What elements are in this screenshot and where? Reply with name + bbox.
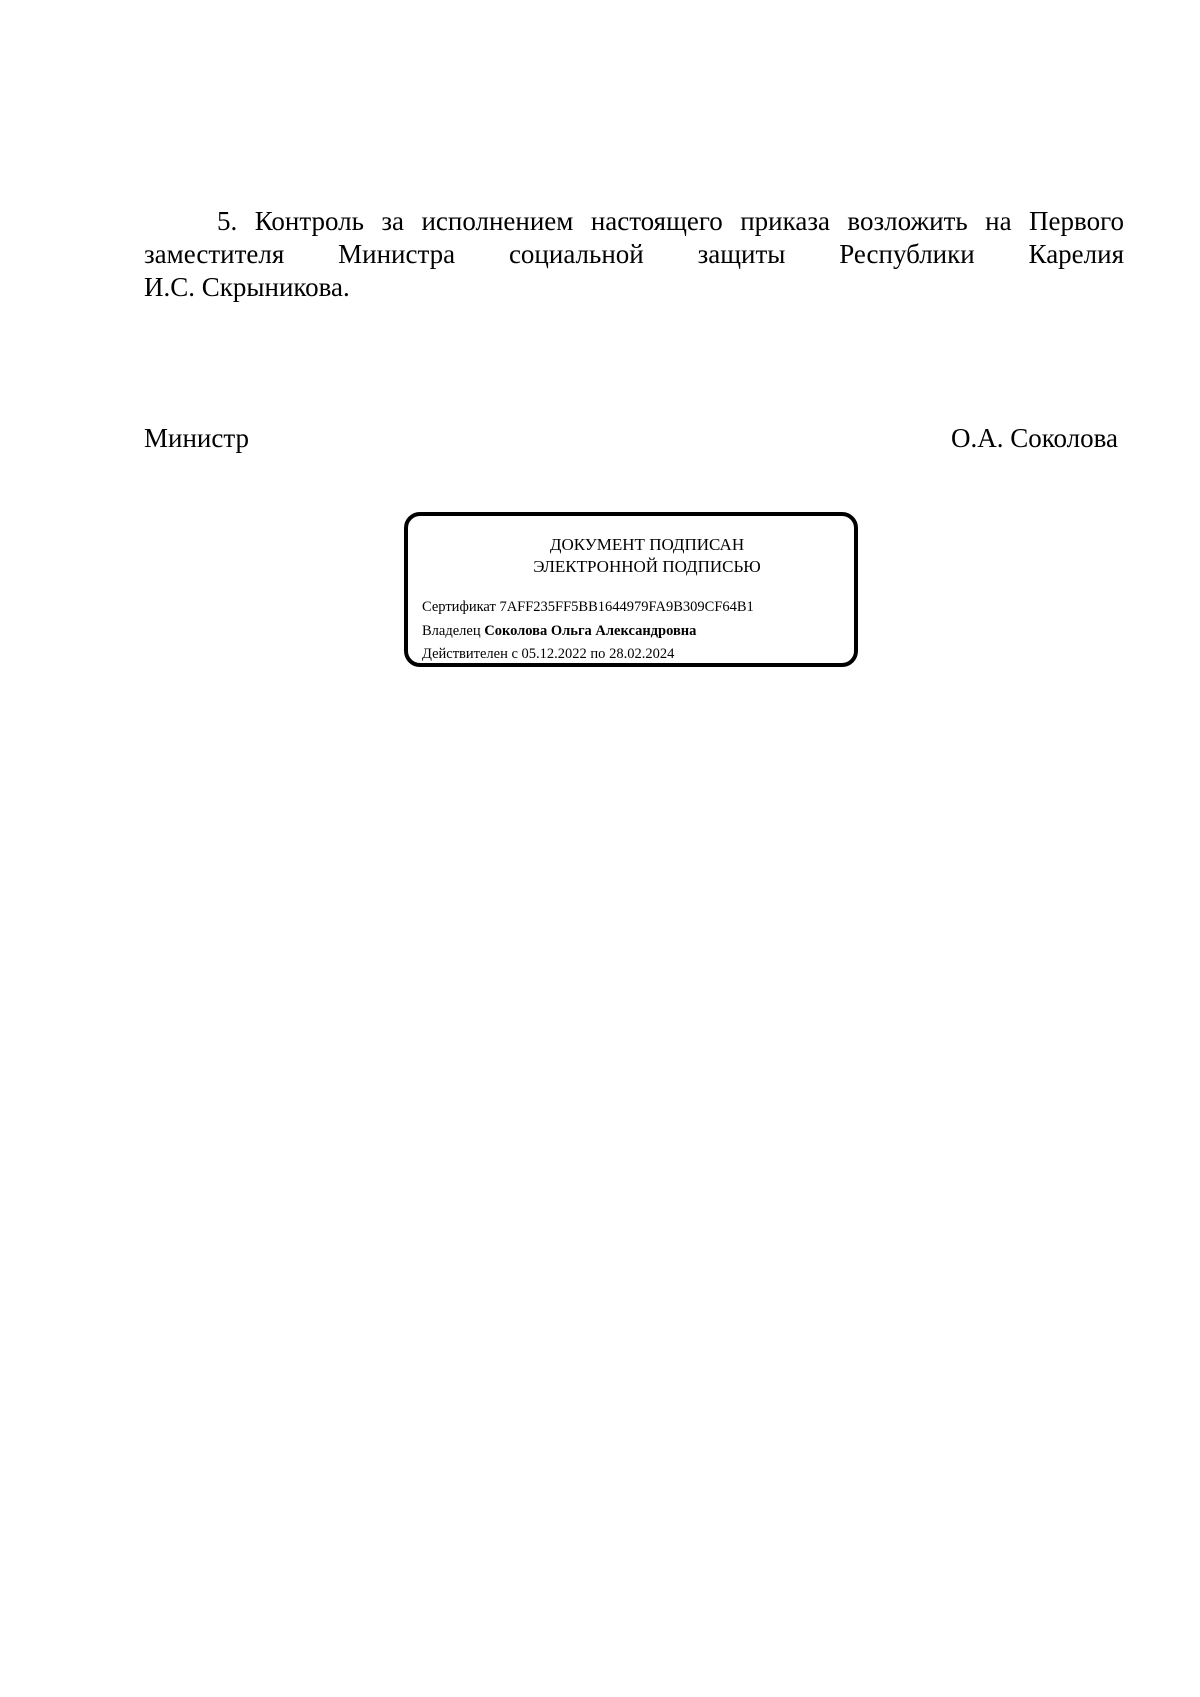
validity-row — [422, 643, 754, 667]
signature-row — [144, 422, 1118, 455]
valid-to-label: по — [590, 646, 606, 662]
valid-label: Действителен с — [422, 646, 518, 662]
paragraph-line-1: 5. Контроль за исполнением настоящего приказа возложить на Первого — [217, 206, 1124, 236]
paragraph-line-3: И.С. Скрыникова. — [144, 272, 350, 302]
control-paragraph — [144, 205, 1124, 304]
electronic-signature-stamp — [404, 512, 858, 667]
stamp-heading-line-2: ЭЛЕКТРОННОЙ ПОДПИСЬЮ — [533, 557, 761, 576]
owner-row — [422, 620, 754, 644]
certificate-value: 7AFF235FF5BB1644979FA9B309CF64B1 — [499, 599, 754, 615]
owner-value: Соколова Ольга Александровна — [484, 622, 697, 639]
stamp-details — [422, 596, 754, 667]
owner-label: Владелец — [422, 622, 481, 639]
paragraph-line-2: заместителя Министра социальной защиты Республики Карелия — [144, 239, 1124, 269]
certificate-row — [422, 596, 754, 620]
valid-to: 28.02.2024 — [609, 646, 675, 662]
signer-name: О.А. Соколова — [951, 423, 1118, 453]
valid-from: 05.12.2022 — [521, 646, 587, 662]
stamp-heading — [408, 534, 854, 578]
stamp-heading-line-1: ДОКУМЕНТ ПОДПИСАН — [549, 535, 745, 554]
certificate-label: Сертификат — [422, 599, 496, 615]
signer-position: Министр — [144, 423, 249, 453]
